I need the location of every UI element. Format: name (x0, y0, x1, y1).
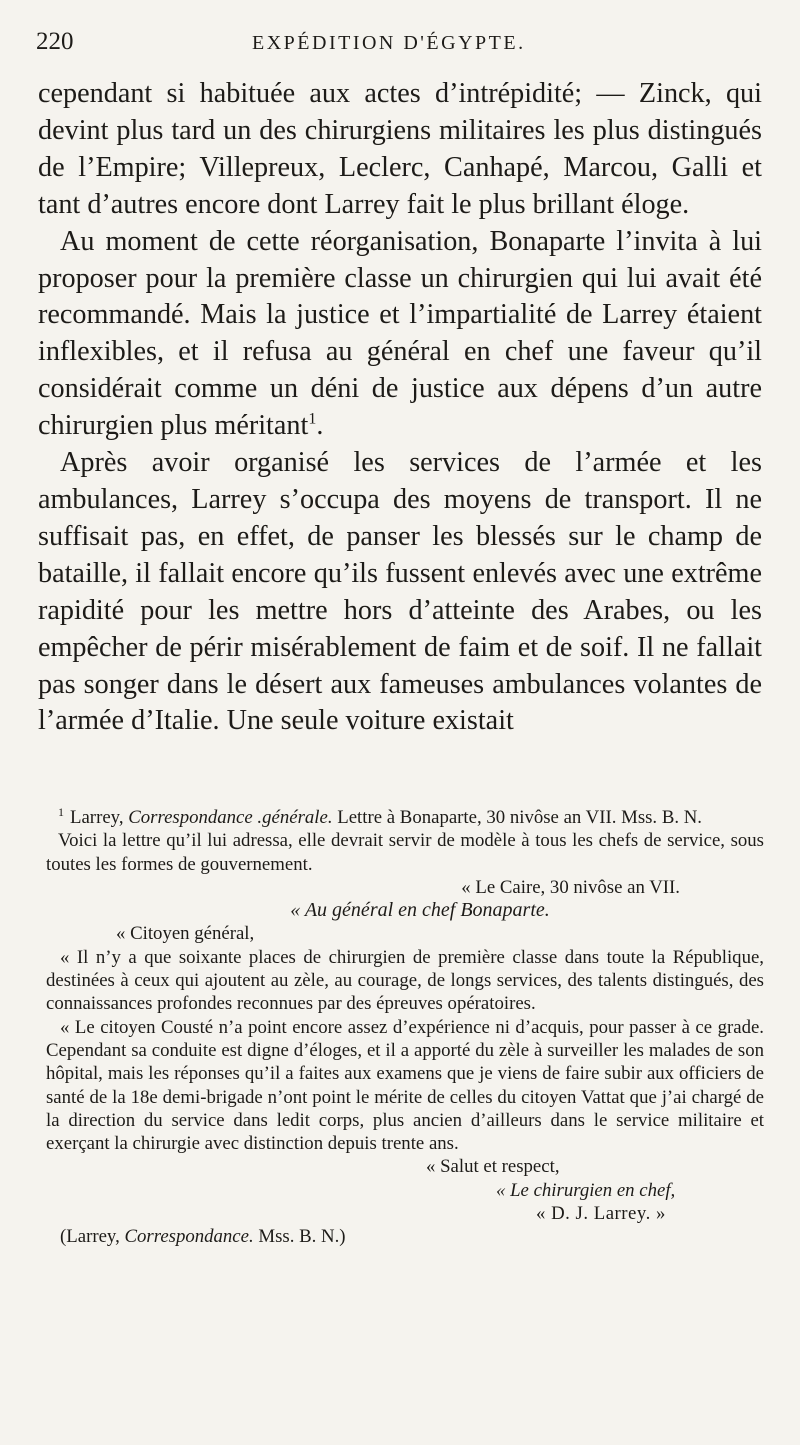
letter-source (46, 1225, 764, 1248)
citation-title: Correspondance .générale. (128, 807, 333, 828)
main-text (38, 76, 762, 740)
running-title: EXPÉDITION D'ÉGYPTE. (252, 32, 526, 54)
footnote-intro: Voici la lettre qu’il lui adressa, elle devrait servir de modèle à tous les chefs de service, sous toutes les formes de gouvernement. (46, 830, 764, 875)
letter-paragraph: « Le citoyen Cousté n’a point encore assez d’expérience ni d’acquis, pour passer à ce grade. Cependant sa conduite est digne d’éloges, et il a apporté du zèle à surveiller les malades de son hôpital, mais les réponses qu’il a faites aux examens que je viens de faire subir aux officiers de santé de la 18e demi-brigade n’ont point le mérite de celles du citoyen Vattat que j’ai chargé de la direction du service dans ledit corps, plus ancien d’ailleurs dans le service militaire et exerçant la chirurgie avec distinction depuis trente ans. (46, 1016, 764, 1155)
letter-addressee (46, 899, 764, 922)
letter-signature-name: « D. J. Larrey. » (536, 1203, 666, 1225)
body-paragraph: cependant si habituée aux actes d’intrépidité; — Zinck, qui devint plus tard un des chirurgiens militaires les plus distingués de l’Empire; Villepreux, Leclerc, Canhapé, Marcou, Galli et tant d’autres encore dont Larrey fait le plus brillant éloge. (38, 78, 762, 220)
letter-closing: « Salut et respect, (426, 1156, 560, 1178)
letter-dateline: « Le Caire, 30 nivôse an VII. (461, 876, 680, 898)
letter-addressee-text: « Au général en chef Bonaparte. (290, 899, 550, 922)
footnote-citation (46, 806, 764, 829)
footnote-block (46, 806, 764, 1249)
source-prefix: (Larrey, (60, 1226, 120, 1248)
body-paragraph (38, 224, 762, 445)
letter-paragraph: « Il n’y a que soixante places de chirurgien de première classe dans toute la République, destinées à ceux qui ajoutent au zèle, au courage, de longs services, des talents distingués, des connaissances profondes reconnues par des épreuves opératoires. (46, 946, 764, 1015)
body-paragraph-text: Au moment de cette réorganisation, Bonaparte l’invita à lui proposer pour la première classe un chirurgien qui lui avait été recommandé. Mais la justice et l’impartialité de Larrey étaient inflexibles, et il refusa au général en chef une faveur qu’il considérait comme un déni de justice aux dépens d’un autre chirurgien plus méritant (38, 225, 762, 442)
footnote-reference-trailer: . (316, 410, 324, 442)
running-head (36, 28, 764, 62)
footnote-mark: 1 (58, 804, 64, 819)
citation-author: Larrey, (70, 807, 124, 828)
source-rest: Mss. B. N.) (258, 1226, 346, 1248)
body-paragraph: Après avoir organisé les services de l’armée et les ambulances, Larrey s’occupa des moyens de transport. Il ne suffisait pas, en effet, de panser les blessés sur le champ de bataille, il fallait encore qu’ils fussent enlevés avec une extrême rapidité pour les mettre hors d’atteinte des Arabes, ou les empêcher de périr misérablement de faim et de soif. Il ne fallait pas songer dans le désert aux fameuses ambulances volantes de l’armée d’Italie. Une seule voiture existait (38, 447, 762, 737)
letter-signature-title (46, 1179, 764, 1202)
letter-body (46, 946, 764, 1156)
citation-rest: Lettre à Bonaparte, 30 nivôse an VII. Mss. B. N. (337, 807, 703, 828)
source-title: Correspondance. (124, 1226, 254, 1248)
letter-salutation: « Citoyen général, (116, 923, 255, 945)
signature-title-text: « Le chirurgien en chef, (496, 1179, 676, 1201)
footnote-reference: 1 (308, 410, 317, 428)
page-number: 220 (36, 28, 74, 55)
